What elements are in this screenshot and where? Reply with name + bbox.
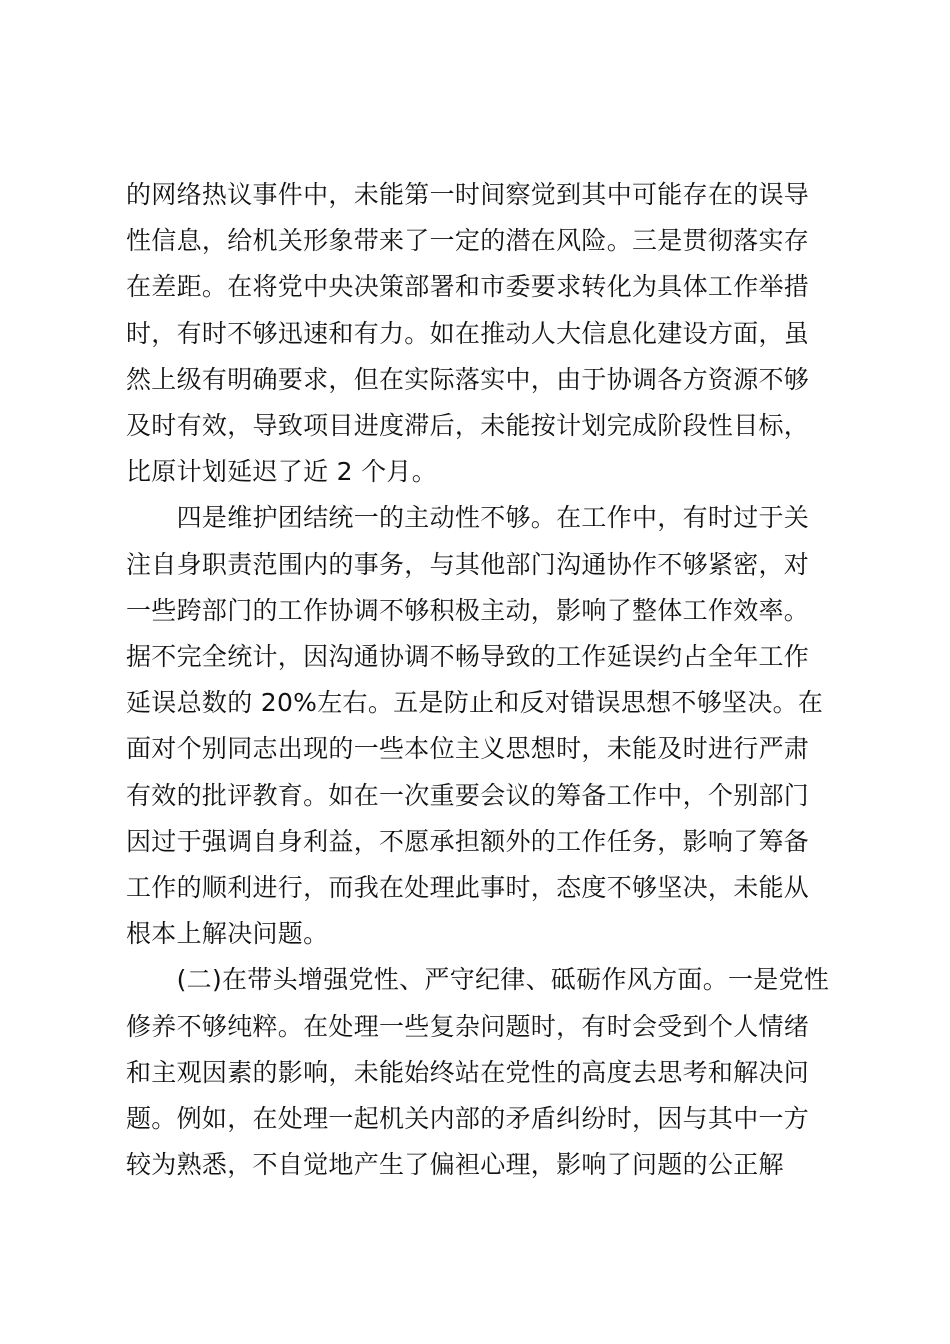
text-line: 一些跨部门的工作协调不够积极主动，影响了整体工作效率。: [126, 595, 810, 625]
text-line: 延误总数的 20%左右。五是防止和反对错误思想不够坚决。在: [126, 688, 824, 718]
text-line: 四是维护团结统一的主动性不够。在工作中，有时过于关: [126, 503, 810, 533]
text-line: 性信息，给机关形象带来了一定的潜在风险。三是贯彻落实存: [126, 226, 810, 256]
text-line: 据不完全统计，因沟通协调不畅导致的工作延误约占全年工作: [126, 642, 810, 672]
text-line: 较为熟悉，不自觉地产生了偏袒心理，影响了问题的公正解: [126, 1150, 784, 1180]
document-body: [126, 172, 828, 1188]
text-line: 题。例如，在处理一起机关内部的矛盾纠纷时，因与其中一方: [126, 1104, 810, 1134]
text-line: 及时有效，导致项目进度滞后，未能按计划完成阶段性目标，: [126, 411, 810, 441]
text-line: 和主观因素的影响，未能始终站在党性的高度去思考和解决问: [126, 1057, 810, 1087]
text-line: 注自身职责范围内的事务，与其他部门沟通协作不够紧密，对: [126, 549, 810, 579]
paragraph-party-spirit: [126, 957, 828, 1188]
text-line: 根本上解决问题。: [126, 919, 329, 949]
paragraph-continuation: [126, 172, 828, 495]
text-line: 然上级有明确要求，但在实际落实中，由于协调各方资源不够: [126, 364, 810, 394]
text-line: 有效的批评教育。如在一次重要会议的筹备工作中，个别部门: [126, 780, 810, 810]
text-line: 工作的顺利进行，而我在处理此事时，态度不够坚决，未能从: [126, 873, 810, 903]
text-line: (二)在带头增强党性、严守纪律、砥砺作风方面。一是党性: [126, 965, 830, 995]
text-line: 修养不够纯粹。在处理一些复杂问题时，有时会受到个人情绪: [126, 1011, 810, 1041]
text-line: 在差距。在将党中央决策部署和市委要求转化为具体工作举措: [126, 272, 810, 302]
text-line: 比原计划延迟了近 2 个月。: [126, 457, 438, 487]
paragraph-unity-issue: [126, 495, 828, 957]
text-line: 的网络热议事件中，未能第一时间察觉到其中可能存在的误导: [126, 180, 810, 209]
text-line: 因过于强调自身利益，不愿承担额外的工作任务，影响了筹备: [126, 826, 810, 856]
text-line: 时，有时不够迅速和有力。如在推动人大信息化建设方面，虽: [126, 318, 810, 348]
text-line: 面对个别同志出现的一些本位主义思想时，未能及时进行严肃: [126, 734, 810, 764]
